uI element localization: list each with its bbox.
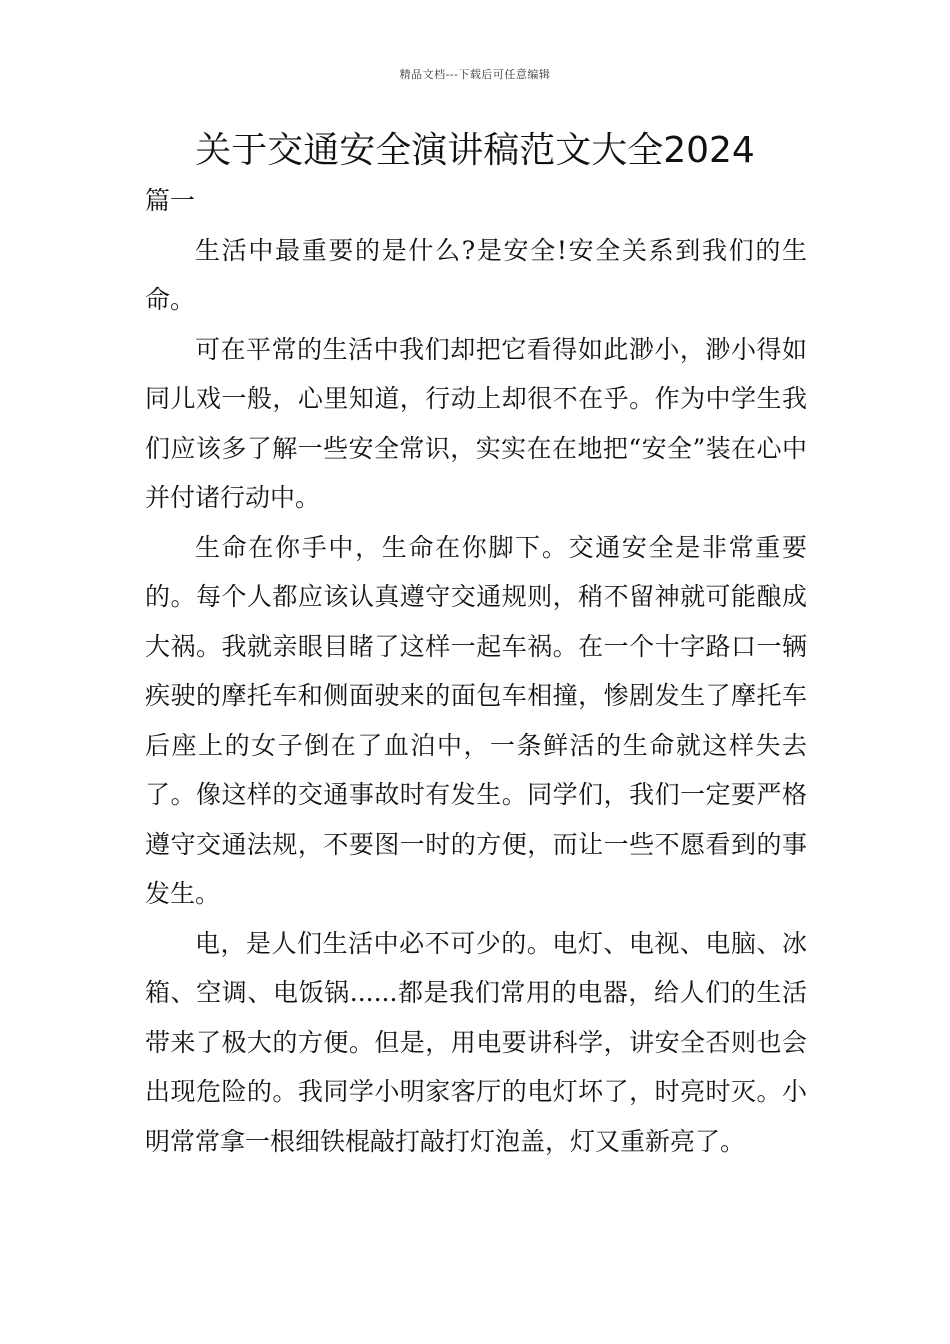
document-body xyxy=(145,176,807,1166)
paragraph: 电，是人们生活中必不可少的。电灯、电视、电脑、冰箱、空调、电饭锅......都是我们常用的电器，给人们的生活带来了极大的方便。但是，用电要讲科学，讲安全否则也会出现危险的。我同学小明家客厅的电灯坏了，时亮时灭。小明常常拿一根细铁棍敲打敲打灯泡盖，灯又重新亮了。 xyxy=(145,928,807,1156)
paragraph: 可在平常的生活中我们却把它看得如此渺小，渺小得如同儿戏一般，心里知道，行动上却很不在乎。作为中学生我们应该多了解一些安全常识，实实在在地把“安全”装在心中并付诸行动中。 xyxy=(145,334,807,512)
document-title: 关于交通安全演讲稿范文大全2024 xyxy=(195,130,755,171)
header-note: 精品文档---下载后可任意编辑 xyxy=(399,68,551,81)
paragraph: 生命在你手中，生命在你脚下。交通安全是非常重要的。每个人都应该认真遵守交通规则，稍不留神就可能酿成大祸。我就亲眼目睹了这样一起车祸。在一个十字路口一辆疾驶的摩托车和侧面驶来的面包车相撞，惨剧发生了摩托车后座上的女子倒在了血泊中，一条鲜活的生命就这样失去了。像这样的交通事故时有发生。同学们，我们一定要严格遵守交通法规，不要图一时的方便，而让一些不愿看到的事发生。 xyxy=(145,532,807,908)
section-label: 篇一 xyxy=(145,186,196,215)
paragraph: 生活中最重要的是什么?是安全!安全关系到我们的生命。 xyxy=(145,235,807,314)
